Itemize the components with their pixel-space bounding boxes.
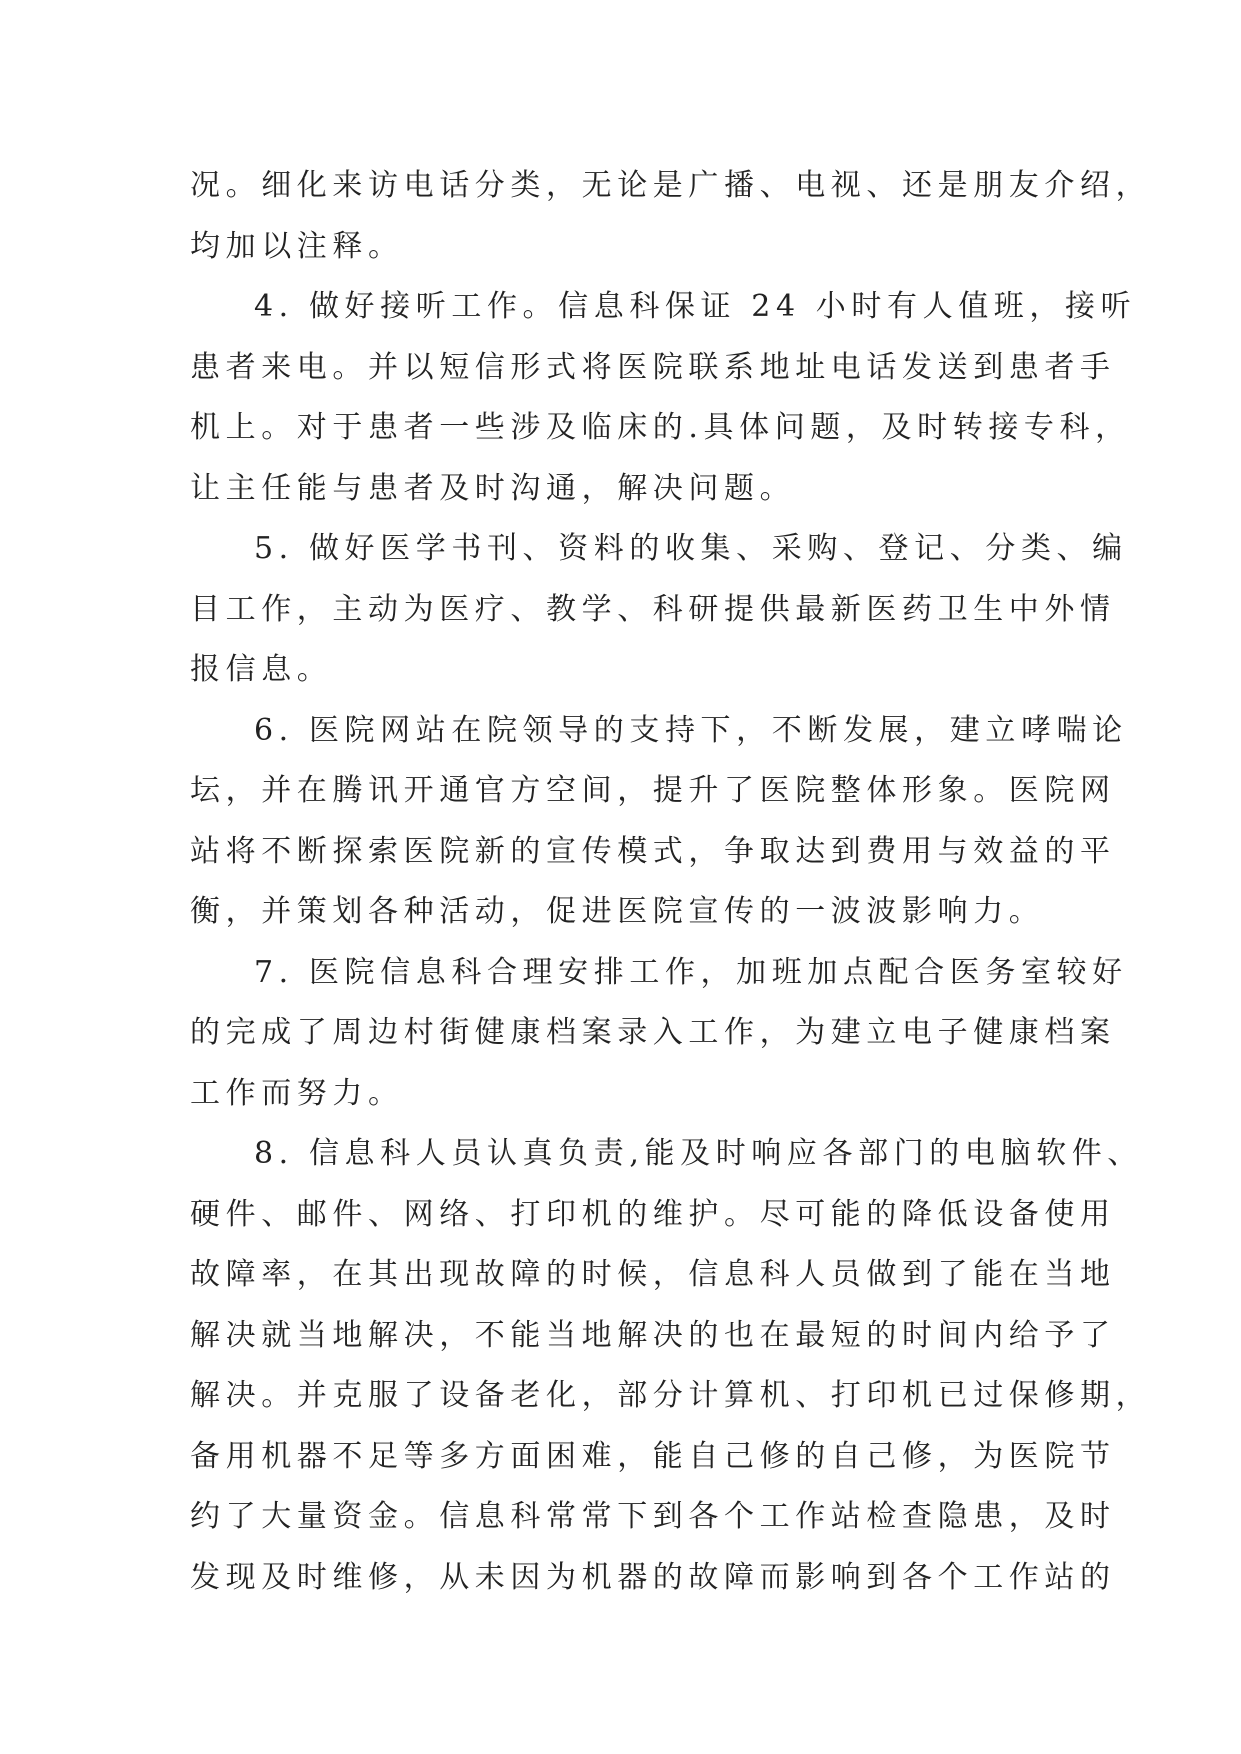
text-line: 目工作，主动为医疗、教学、科研提供最新医药卫生中外情 — [190, 591, 1116, 627]
text-line: 发现及时维修，从未因为机器的故障而影响到各个工作站的 — [190, 1559, 1116, 1595]
text-line: 衡，并策划各种活动，促进医院宣传的一波波影响力。 — [190, 894, 1045, 929]
paragraph — [190, 943, 1128, 1125]
text-line: 工作而努力。 — [190, 1075, 404, 1111]
text-line: 坛，并在腾讯开通官方空间，提升了医院整体形象。医院网 — [190, 773, 1116, 808]
text-line: 均加以注释。 — [190, 228, 404, 264]
text-line: 解决就当地解决，不能当地解决的也在最短的时间内给予了 — [190, 1317, 1116, 1353]
text-line: 机上。对于患者一些涉及临床的.具体问题，及时转接专科， — [190, 410, 1131, 445]
text-line: 故障率，在其出现故障的时候，信息科人员做到了能在当地 — [190, 1257, 1116, 1292]
paragraph — [190, 701, 1128, 943]
text-line: 报信息。 — [190, 652, 333, 687]
text-line: 6. 医院网站在院领导的支持下，不断发展，建立哮喘论 — [254, 712, 1128, 748]
paragraph — [190, 519, 1128, 701]
text-line: 站将不断探索医院新的宣传模式，争取达到费用与效益的平 — [190, 833, 1116, 869]
text-line: 况。细化来访电话分类，无论是广播、电视、还是朋友介绍， — [190, 168, 1152, 203]
paragraph — [190, 156, 1152, 277]
text-line: 5. 做好医学书刊、资料的收集、采购、登记、分类、编 — [254, 531, 1128, 566]
text-line: 患者来电。并以短信形式将医院联系地址电话发送到患者手 — [190, 349, 1116, 385]
text-line: 让主任能与患者及时沟通，解决问题。 — [190, 470, 796, 506]
text-line: 8. 信息科人员认真负责,能及时响应各部门的电脑软件、 — [254, 1136, 1143, 1171]
text-line: 4. 做好接听工作。信息科保证 24 小时有人值班，接听 — [254, 289, 1137, 324]
text-line: 约了大量资金。信息科常常下到各个工作站检查隐患，及时 — [190, 1499, 1116, 1534]
text-line: 硬件、邮件、网络、打印机的维护。尽可能的降低设备使用 — [190, 1196, 1116, 1232]
paragraph — [190, 1124, 1152, 1608]
document-body — [190, 156, 1152, 1608]
text-line: 的完成了周边村街健康档案录入工作，为建立电子健康档案 — [190, 1015, 1116, 1050]
text-line: 解决。并克服了设备老化，部分计算机、打印机已过保修期， — [190, 1378, 1152, 1413]
text-line: 备用机器不足等多方面困难，能自己修的自己修，为医院节 — [190, 1438, 1116, 1474]
text-line: 7. 医院信息科合理安排工作，加班加点配合医务室较好 — [254, 954, 1128, 990]
paragraph — [190, 277, 1137, 519]
